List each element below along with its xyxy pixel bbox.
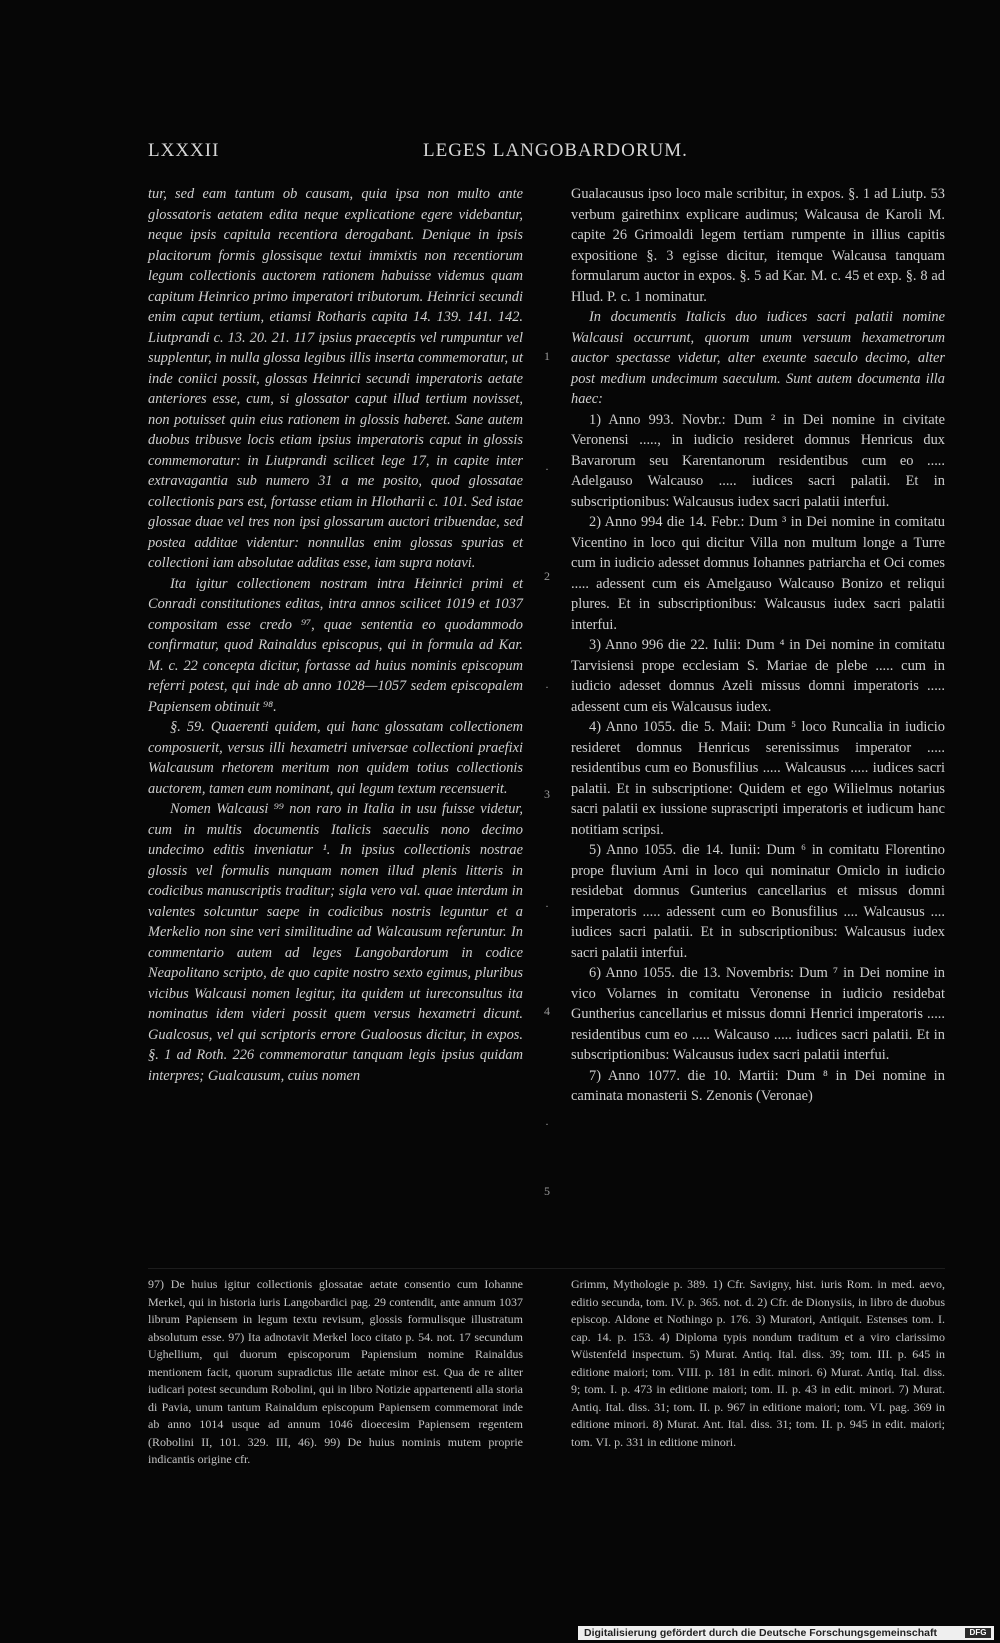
margin-mark: 2 <box>544 569 550 583</box>
left-paragraph-4: Nomen Walcausi ⁹⁹ non raro in Italia in usu fuisse videtur, cum in multis documentis Italicis saeculis nono decimo undecimo editis inveniatur ¹. In ipsius collectionis nostrae glossis vel formulis nunquam nomen illud plenis litteris in codicibus manuscriptis traditur; sigla vero val. quae interdum in valentes solcuntur saepe in codicibus nostris leguntur et a Merkelio non sine veri similitudine ad Walcausum referuntur. In commentario autem ad leges Langobardorum in codice Neapolitano scripto, de quo capite nostro sexto egimus, pluribus vicibus Walcausi nomen legitur, ita quidem ut iureconsultus ita nominatus idem videri possit quem versus hexametri dicunt. Gualcosus, vel qui scriptoris errore Gualoosus dicitur, in expos. §. 1 ad Roth. 226 commemoratur tanquam legis ipsius quidam interpres; Gualcausum, cuius nomen <box>148 801 523 1084</box>
document-entry-1: 1) Anno 993. Novbr.: Dum ² in Dei nomine in civitate Veronensi ....., in iudicio resideret domnus Henricus dux Bavarorum seu Karentanorum residentibus cum eo ..... Adelgauso Walcauso ..... iudices sacri palatii. Et in subscriptionibus: Walcausus iudex sacri palatii interfui. <box>571 411 945 510</box>
right-column <box>571 184 945 1107</box>
dfg-logo-icon: DFG <box>965 1628 991 1638</box>
left-paragraph-2: Ita igitur collectionem nostram intra Heinrici primi et Conradi constitutiones editas, intra annos scilicet 1019 et 1037 compositam esse credo ⁹⁷, quae sententia eo quodammodo confirmatur, quod Rainaldus episcopus, qui in formula ad Kar. M. c. 22 concepta dicitur, fortasse ad huius nominis episcopum referri potest, qui inde ab anno 1028—1057 sedem episcopalem Papiensem obtinuit ⁹⁸. <box>148 575 523 715</box>
page-title: LEGES LANGOBARDORUM. <box>423 140 688 161</box>
page-number: LXXXII <box>148 140 220 161</box>
footnote-block-right: Grimm, Mythologie p. 389. 1) Cfr. Savigny, hist. iuris Rom. in med. aevo, editio secunda, tom. IV. p. 365. not. d. 2) Cfr. de Dionysiis, in libro de duobus episcop. Aldone et Nothingo p. 176. 3) Muratori, Antiquit. Estenses tom. I. cap. 14. p. 153. 4) Diploma typis nondum traditum et a viro clarissimo Wüstenfeld inspectum. 5) Murat. Antiq. Ital. diss. 39; tom. III. p. 645 in editione maiori; tom. VIII. p. 181 in edit. minori. 6) Murat. Antiq. Ital. diss. 9; tom. I. p. 473 in editione maiori; tom. II. p. 43 in edit. minori. 7) Murat. Antiq. Ital. diss. 31; tom. II. p. 967 in editione maiori; tom. VI. pag. 369 in editione minori. 8) Murat. Ant. Ital. diss. 31; tom. II. p. 945 in edit. maiori; tom. VI. p. 331 in editione minori. <box>571 1277 945 1449</box>
document-entry-5: 5) Anno 1055. die 14. Iunii: Dum ⁶ in comitatu Florentino prope fluvium Arni in loco qui nominatur Omiclo in iudicio residebat domnus Gunterius cancellarius et missus domni imperatoris ..... adessent cum eo Bonusfilius .... Walcausus .... iudices sacri palatii. Et in subscriptionibus: Walcausus iudex sacri palatii interfui. <box>571 842 945 961</box>
sponsor-text: Digitalisierung gefördert durch die Deutsche Forschungsgemeinschaft <box>584 1627 937 1639</box>
margin-mark: 4 <box>544 1004 550 1018</box>
footnote-divider <box>148 1268 945 1269</box>
left-paragraph-1: tur, sed eam tantum ob causam, quia ipsa non multo ante glossatoris aetatem edita neque explicatione egere videbantur, neque ipsis capitula recentiora derogabant. Denique in ipsis placitorum formis glossisque textui immixtis non recentiorum legum collectionis auctorem rationem habuisse videmus quam capitum Heinrico primo imperatori tributorum. Heinrici secundi enim caput tertium, etiamsi Rotharis capita 14. 139. 141. 142. Liutprandi c. 13. 20. 21. 117 ipsius praeceptis vel rumpuntur vel supplentur, in nulla glossa legibus illis inserta commemoratur, ut inde coniici possit, glossas Heinrici secundi imperatoris aetate anteriores esse, cum, si glossator caput illud tertium novisset, non potuisset quin eius rationem in glossis haberet. Sane autem duobus tribusve locis etiam ipsius imperatoris caput in glossis commemoratur: in Liutprandi scilicet lege 17, in capite inter extravagantia sub numero 31 a me posito, quod glossatae collectionis pars est, fortasse etiam in Hlotharii c. 101. Sed istae glossae duae vel tres non ipsi glossarum auctori tribuendae, sed postea additae videntur: nonnullas enim glossas spurias et collectioni iam absolutae additas esse, iam supra notavi. <box>148 186 523 571</box>
right-paragraph-2: In documentis Italicis duo iudices sacri palatii nomine Walcausi occurrunt, quorum unum versuum hexametrorum auctor spectasse videtur, alter exeunte saeculo decimo, alter post medium undecimum saeculum. Sunt autem documenta illa haec: <box>571 309 945 407</box>
document-entry-3: 3) Anno 996 die 22. Iulii: Dum ⁴ in Dei nomine in comitatu Tarvisiensi prope ecclesiam S. Mariae de plebe ..... cum in iudicio adesset domnus Azeli missus domni imperatoris ..... adessent cum eis Walcausus iudex. <box>571 637 945 715</box>
document-entry-6: 6) Anno 1055. die 13. Novembris: Dum ⁷ in Dei nomine in vico Volarnes in comitatu Veronense in iudicio residebat Guntherius cancellarius et missus domni Henrici imperatoris ..... residentibus cum eo ..... Walcauso ..... iudices sacri palatii. Et in subscriptionibus: Walcausus iudex sacri palatii interfui. <box>571 965 945 1063</box>
margin-mark: . <box>545 459 549 473</box>
footnotes-left <box>148 1276 523 1469</box>
right-paragraph-1: Gualacausus ipso loco male scribitur, in expos. §. 1 ad Liutp. 53 verbum gairethinx explicare audimus; Walcausa de Karoli M. capite 26 Grimoaldi legem tertiam rumpente in illius capitis expositione §. 3 egisse dicitur, itemque Walcausa tanquam formularum auctor in expos. §. 5 ad Kar. M. c. 45 et exp. §. 8 ad Hlud. P. c. 1 nominatur. <box>571 186 945 305</box>
margin-mark: 5 <box>544 1184 550 1198</box>
left-paragraph-3: §. 59. Quaerenti quidem, qui hanc glossatam collectionem composuerit, versus illi hexametri universae collectioni praefixi Walcausum rhetorem meritum non quidem totius collectionis auctorem, tamen eum nominant, qui legum textum recensuerit. <box>148 719 523 797</box>
running-head <box>148 140 942 164</box>
document-entry-7: 7) Anno 1077. die 10. Martii: Dum ⁸ in Dei nomine in caminata monasterii S. Zenonis (Veronae) <box>571 1067 945 1104</box>
margin-mark: . <box>545 677 549 691</box>
document-entry-4: 4) Anno 1055. die 5. Maii: Dum ⁵ loco Runcalia in iudicio resideret domnus Henricus serenissimus imperator ..... residentibus cum eo Bonusfilius ..... Walcausus ..... iudices sacri palatii. Et in subscriptione: Quidem et ego Wilielmus notarius sacri palatii ex iussione suprascripti imperatoris et iudicum hanc notitiam scripsi. <box>571 719 945 838</box>
footnote-block-left: 97) De huius igitur collectionis glossatae aetate consentio cum Iohanne Merkel, qui in historia iuris Langobardici pag. 29 contendit, ante annum 1037 librum Papiensem in legum textu revisum, glossis formulisque illustratum absolutum esse. 97) Ita adnotavit Merkel loco citato p. 54. not. 17 secundum Ughellium, qui duorum episcoporum Papiensium nomine Rainaldus mentionem facit, quorum supradictus ille aetate minor est. Qua de re aliter iudicari potest secundum Robolini, qui in libro Notizie appartenenti alla storia di Pavia, unum tantum Rainaldum episcopum Papiensem commemorat inde ab anno 1014 usque ad annum 1046 dioecesim Papiensem regentem (Robolini II, 101. 329. III, 46). 99) De huius nominis mutem proprie indicantis origine cfr. <box>148 1277 523 1466</box>
margin-mark: . <box>545 1114 549 1128</box>
document-entry-2: 2) Anno 994 die 14. Febr.: Dum ³ in Dei nomine in comitatu Vicentino in loco qui dicitur Villa non multum longe a Turre cum in iudicio adesset domnus Iohannes patriarcha et Oci comes ..... adessent cum eis Amelgauso Walcauso Bonizo et reliqui plures. Et in subscriptionibus: Walcausus iudex sacri palatii interfui. <box>571 514 945 633</box>
footnotes-right <box>571 1276 945 1451</box>
margin-mark: 1 <box>544 349 550 363</box>
margin-mark: 3 <box>544 787 550 801</box>
left-column <box>148 184 523 1086</box>
sponsor-bar <box>578 1626 994 1640</box>
margin-mark: . <box>545 896 549 910</box>
